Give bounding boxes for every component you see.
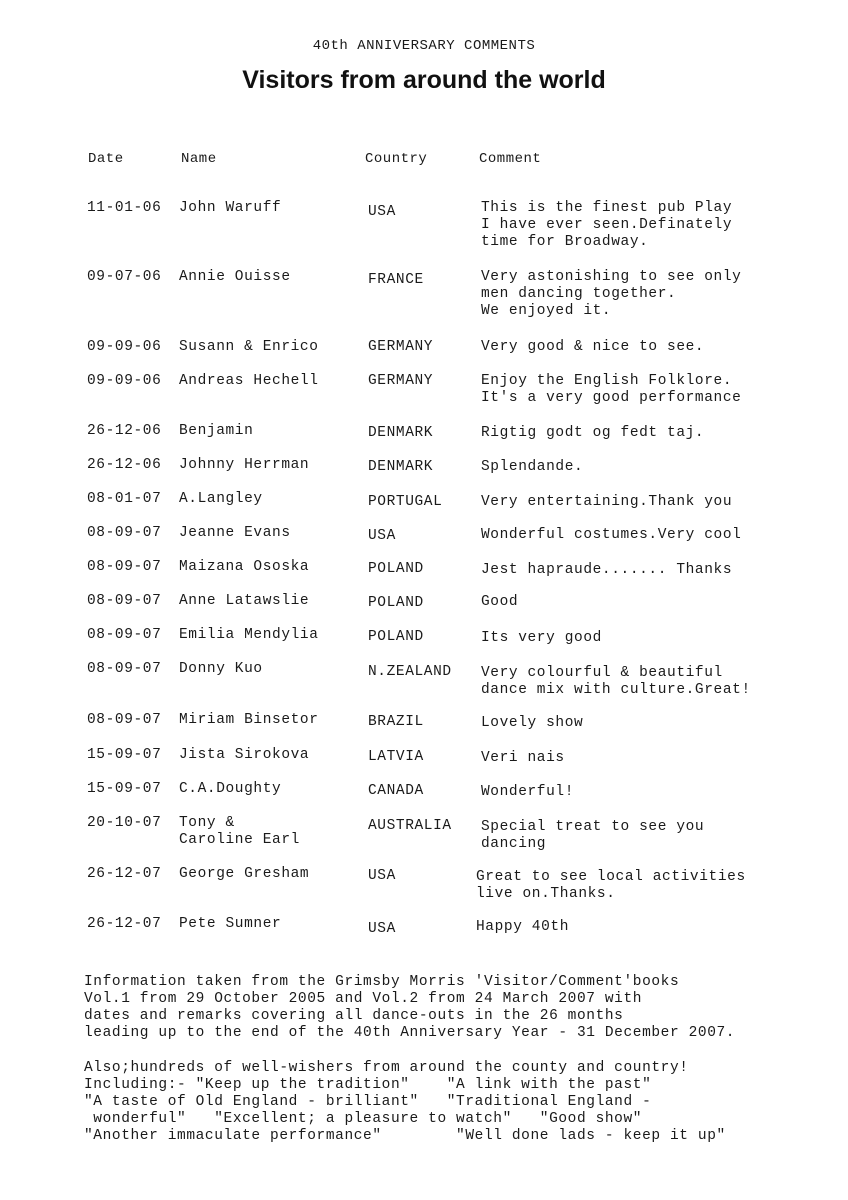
row-comment: Rigtig godt og fedt taj.: [481, 425, 705, 441]
source-note: Information taken from the Grimsby Morris 'Visitor/Comment'books Vol.1 from 29 October 2005 and Vol.2 from 24 March 2007 with dates and remarks covering all dance-outs in the 26 months leading up to the end of the 40th Anniversary Year - 31 December 2007.: [84, 974, 736, 1041]
row-country: N.ZEALAND: [368, 664, 452, 680]
row-country: FRANCE: [368, 272, 424, 288]
row-country: GERMANY: [368, 339, 434, 355]
row-date: 08-09-07: [87, 712, 162, 728]
row-date: 09-09-06: [87, 373, 162, 389]
row-country: LATVIA: [368, 749, 424, 765]
well-wishes: Also;hundreds of well-wishers from around the county and country! Including:- "Keep up the tradition" "A link with the past" "A taste of Old England - brilliant" "Traditional England - wonderful" "Excellent; a pleasure to watch" "Good show" "Another immaculate performance" "Well done lads - keep it up": [84, 1060, 726, 1144]
row-comment: Jest hapraude....... Thanks: [481, 562, 733, 578]
row-comment: Good: [481, 594, 519, 610]
row-date: 26-12-07: [87, 866, 162, 882]
row-comment: Very astonishing to see only men dancing together. We enjoyed it.: [481, 269, 742, 319]
row-comment: Special treat to see you dancing: [481, 819, 705, 852]
column-header-country: Country: [365, 151, 428, 167]
row-date: 08-09-07: [87, 661, 162, 677]
row-country: PORTUGAL: [368, 494, 443, 510]
row-name: George Gresham: [179, 866, 310, 882]
row-country: AUSTRALIA: [368, 818, 452, 834]
row-date: 26-12-07: [87, 916, 162, 932]
row-name: A.Langley: [179, 491, 263, 507]
row-date: 08-09-07: [87, 627, 162, 643]
row-comment: Very good & nice to see.: [481, 339, 705, 355]
row-country: USA: [368, 868, 396, 884]
row-country: POLAND: [368, 561, 424, 577]
row-date: 20-10-07: [87, 815, 162, 831]
row-comment: Very entertaining.Thank you: [481, 494, 733, 510]
row-comment: Enjoy the English Folklore. It's a very good performance: [481, 373, 742, 406]
row-name: Annie Ouisse: [179, 269, 291, 285]
row-name: Johnny Herrman: [179, 457, 310, 473]
column-header-date: Date: [88, 151, 124, 167]
column-header-comment: Comment: [479, 151, 542, 167]
row-country: GERMANY: [368, 373, 434, 389]
row-comment: Veri nais: [481, 750, 565, 766]
row-country: POLAND: [368, 629, 424, 645]
row-country: CANADA: [368, 783, 424, 799]
row-name: Jista Sirokova: [179, 747, 310, 763]
row-country: DENMARK: [368, 425, 434, 441]
row-date: 08-01-07: [87, 491, 162, 507]
row-name: Susann & Enrico: [179, 339, 319, 355]
document-supertitle: 40th ANNIVERSARY COMMENTS: [312, 38, 536, 54]
document-title: Visitors from around the world: [242, 66, 606, 94]
row-name: C.A.Doughty: [179, 781, 282, 797]
row-date: 08-09-07: [87, 593, 162, 609]
row-date: 15-09-07: [87, 747, 162, 763]
row-name: John Waruff: [179, 200, 282, 216]
row-country: BRAZIL: [368, 714, 424, 730]
row-country: USA: [368, 528, 396, 544]
row-comment: Great to see local activities live on.Thanks.: [476, 869, 746, 902]
row-date: 09-07-06: [87, 269, 162, 285]
row-date: 26-12-06: [87, 423, 162, 439]
row-name: Andreas Hechell: [179, 373, 319, 389]
column-header-name: Name: [181, 151, 217, 167]
row-name: Donny Kuo: [179, 661, 263, 677]
row-date: 09-09-06: [87, 339, 162, 355]
row-comment: Its very good: [481, 630, 602, 646]
row-date: 08-09-07: [87, 525, 162, 541]
row-name: Emilia Mendylia: [179, 627, 319, 643]
row-comment: Splendande.: [481, 459, 584, 475]
row-date: 15-09-07: [87, 781, 162, 797]
row-country: USA: [368, 921, 396, 937]
row-comment: Very colourful & beautiful dance mix with culture.Great!: [481, 665, 751, 698]
row-country: USA: [368, 204, 396, 220]
row-date: 08-09-07: [87, 559, 162, 575]
row-comment: Lovely show: [481, 715, 584, 731]
row-name: Jeanne Evans: [179, 525, 291, 541]
row-name: Anne Latawslie: [179, 593, 310, 609]
row-country: POLAND: [368, 595, 424, 611]
row-name: Benjamin: [179, 423, 254, 439]
row-name: Tony & Caroline Earl: [179, 815, 300, 848]
row-name: Pete Sumner: [179, 916, 282, 932]
row-country: DENMARK: [368, 459, 434, 475]
row-date: 26-12-06: [87, 457, 162, 473]
row-comment: Wonderful!: [481, 784, 575, 800]
row-comment: Happy 40th: [476, 919, 570, 935]
row-name: Miriam Binsetor: [179, 712, 319, 728]
row-comment: This is the finest pub Play I have ever seen.Definately time for Broadway.: [481, 200, 733, 250]
row-name: Maizana Ososka: [179, 559, 310, 575]
row-comment: Wonderful costumes.Very cool: [481, 527, 742, 543]
row-date: 11-01-06: [87, 200, 162, 216]
